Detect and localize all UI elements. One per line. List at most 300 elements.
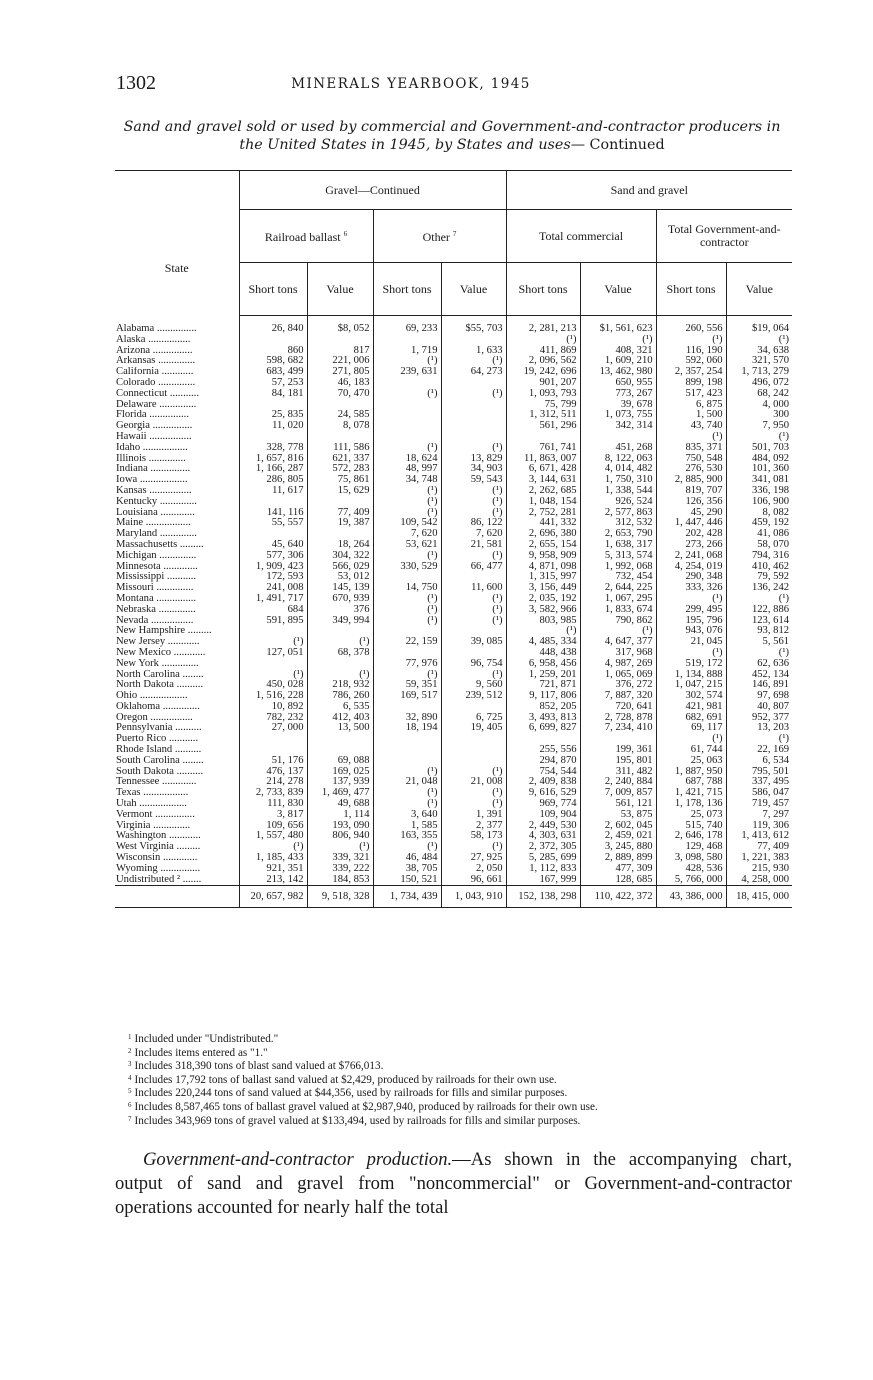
cell-c1: (¹) bbox=[239, 842, 307, 853]
cell-c6: 4, 987, 269 bbox=[580, 659, 656, 670]
cell-c8: 501, 703 bbox=[726, 443, 792, 454]
cell-c8: 58, 070 bbox=[726, 540, 792, 551]
body-paragraph bbox=[115, 1148, 792, 1220]
state-name: New Jersey ............ bbox=[116, 637, 200, 648]
cell-c6: 2, 459, 021 bbox=[580, 831, 656, 842]
cell-c4 bbox=[441, 421, 506, 432]
state-name: Arkansas .............. bbox=[116, 356, 196, 367]
table-row bbox=[115, 356, 792, 367]
cell-c4: 21, 008 bbox=[441, 777, 506, 788]
railroad-ballast-header: Railroad ballast $^6$ bbox=[239, 210, 373, 263]
cell-c8: 341, 081 bbox=[726, 475, 792, 486]
cell-c5: 2, 281, 213 bbox=[506, 316, 580, 335]
cell-c1: 172, 593 bbox=[239, 572, 307, 583]
cell-c4: 9, 560 bbox=[441, 680, 506, 691]
cell-c5: 6, 958, 456 bbox=[506, 659, 580, 670]
cell-c7: 1, 421, 715 bbox=[656, 788, 726, 799]
table-row bbox=[115, 810, 792, 821]
state-name: Iowa .................. bbox=[116, 475, 188, 486]
footnote-mark: 6 bbox=[128, 1100, 132, 1109]
caption-text: Sand and gravel sold or used by commercial and Government-and-contractor producers in the United States in 1945, by States and uses bbox=[123, 119, 781, 153]
cell-c4: 13, 829 bbox=[441, 454, 506, 465]
cell-c8: 77, 409 bbox=[726, 842, 792, 853]
table-row bbox=[115, 594, 792, 605]
cell-c8: 1, 221, 383 bbox=[726, 853, 792, 864]
cell-c1: 51, 176 bbox=[239, 756, 307, 767]
cell-c5: 294, 870 bbox=[506, 756, 580, 767]
cell-c3: (¹) bbox=[373, 497, 441, 508]
cell-c8: 4, 000 bbox=[726, 400, 792, 411]
cell-c6: 451, 268 bbox=[580, 443, 656, 454]
cell-c7: 21, 045 bbox=[656, 637, 726, 648]
cell-c5: 411, 869 bbox=[506, 346, 580, 357]
cell-c8: 4, 258, 000 bbox=[726, 875, 792, 886]
cell-c2: 566, 029 bbox=[307, 562, 373, 573]
cell-c5: 109, 904 bbox=[506, 810, 580, 821]
cell-c4 bbox=[441, 648, 506, 659]
cell-c5: 4, 303, 631 bbox=[506, 831, 580, 842]
cell-c6: 39, 678 bbox=[580, 400, 656, 411]
cell-c2: 376 bbox=[307, 605, 373, 616]
cell-c5: 2, 752, 281 bbox=[506, 508, 580, 519]
footnote-mark: 1 bbox=[128, 1033, 132, 1041]
cell-c5: 1, 112, 833 bbox=[506, 864, 580, 875]
cell-c7: 943, 076 bbox=[656, 626, 726, 637]
cell-c1: 1, 166, 287 bbox=[239, 464, 307, 475]
cell-c6: 5, 313, 574 bbox=[580, 551, 656, 562]
cell-c8: 34, 638 bbox=[726, 346, 792, 357]
state-name: Georgia ............... bbox=[116, 421, 193, 432]
cell-c5 bbox=[506, 432, 580, 443]
cell-c6: 2, 728, 878 bbox=[580, 713, 656, 724]
cell-c2: (¹) bbox=[307, 842, 373, 853]
state-name: Rhode Island .......... bbox=[116, 745, 202, 756]
total-c1: 20, 657, 982 bbox=[239, 886, 307, 908]
cell-c1: 213, 142 bbox=[239, 875, 307, 886]
cell-c2 bbox=[307, 745, 373, 756]
cell-c8: (¹) bbox=[726, 734, 792, 745]
cell-c5: 2, 655, 154 bbox=[506, 540, 580, 551]
cell-c4 bbox=[441, 432, 506, 443]
state-column-header: State bbox=[115, 171, 239, 316]
cell-c8: 719, 457 bbox=[726, 799, 792, 810]
table-caption bbox=[112, 118, 792, 154]
cell-c2: 111, 586 bbox=[307, 443, 373, 454]
cell-c4 bbox=[441, 734, 506, 745]
cell-c7: 835, 371 bbox=[656, 443, 726, 454]
cell-c7: 61, 744 bbox=[656, 745, 726, 756]
cell-c2 bbox=[307, 626, 373, 637]
cell-c6: 312, 532 bbox=[580, 518, 656, 529]
cell-c4: (¹) bbox=[441, 616, 506, 627]
total-c2: 9, 518, 328 bbox=[307, 886, 373, 908]
cell-c3 bbox=[373, 734, 441, 745]
cell-c6: 2, 653, 790 bbox=[580, 529, 656, 540]
cell-c8: 337, 495 bbox=[726, 777, 792, 788]
table-row bbox=[115, 637, 792, 648]
cell-c4: 96, 661 bbox=[441, 875, 506, 886]
cell-c2: $8, 052 bbox=[307, 316, 373, 335]
cell-c5: 969, 774 bbox=[506, 799, 580, 810]
cell-c8: 7, 297 bbox=[726, 810, 792, 821]
other-header: Other $^7$ bbox=[373, 210, 506, 263]
cell-c6: 720, 641 bbox=[580, 702, 656, 713]
table-row bbox=[115, 454, 792, 465]
cell-c5: 5, 285, 699 bbox=[506, 853, 580, 864]
cell-c6: (¹) bbox=[580, 626, 656, 637]
footnote-text: Includes 17,792 tons of ballast sand valued at $2,429, produced by railroads for their own use. bbox=[134, 1073, 557, 1086]
cell-c8: 410, 462 bbox=[726, 562, 792, 573]
cell-c7: 195, 796 bbox=[656, 616, 726, 627]
cell-c3: 48, 997 bbox=[373, 464, 441, 475]
cell-c1: 1, 557, 480 bbox=[239, 831, 307, 842]
cell-c5: 75, 799 bbox=[506, 400, 580, 411]
cell-c4: 58, 173 bbox=[441, 831, 506, 842]
cell-c2: 70, 470 bbox=[307, 389, 373, 400]
cell-c4: 239, 512 bbox=[441, 691, 506, 702]
cell-c1: 11, 617 bbox=[239, 486, 307, 497]
cell-c1: 591, 895 bbox=[239, 616, 307, 627]
cell-c2: (¹) bbox=[307, 637, 373, 648]
cell-c7: 25, 063 bbox=[656, 756, 726, 767]
cell-c4 bbox=[441, 702, 506, 713]
state-name: Ohio .................. bbox=[116, 691, 188, 702]
cell-c4: 1, 391 bbox=[441, 810, 506, 821]
cell-c6: 1, 833, 674 bbox=[580, 605, 656, 616]
cell-c3: 169, 517 bbox=[373, 691, 441, 702]
table-row bbox=[115, 626, 792, 637]
cell-c8: 496, 072 bbox=[726, 378, 792, 389]
cell-c6: 1, 750, 310 bbox=[580, 475, 656, 486]
cell-c6: 2, 889, 899 bbox=[580, 853, 656, 864]
footnote-mark: 2 bbox=[128, 1046, 132, 1055]
table-row bbox=[115, 508, 792, 519]
table-row bbox=[115, 562, 792, 573]
short-tons-header: Short tons bbox=[239, 263, 307, 316]
cell-c3: 18, 624 bbox=[373, 454, 441, 465]
page-header bbox=[116, 72, 776, 100]
cell-c6: 199, 361 bbox=[580, 745, 656, 756]
cell-c6: 477, 309 bbox=[580, 864, 656, 875]
cell-c8: (¹) bbox=[726, 648, 792, 659]
state-name: Alaska ................ bbox=[116, 334, 191, 345]
total-c4: 1, 043, 910 bbox=[441, 886, 506, 908]
cell-c3: 7, 620 bbox=[373, 529, 441, 540]
cell-c2: 193, 090 bbox=[307, 821, 373, 832]
table-row bbox=[115, 723, 792, 734]
cell-c1: 25, 835 bbox=[239, 410, 307, 421]
cell-c6: 1, 992, 068 bbox=[580, 562, 656, 573]
footnote-text: Includes 8,587,465 tons of ballast gravel valued at $2,987,940, produced by railroads for their own use. bbox=[134, 1100, 598, 1113]
cell-c3: (¹) bbox=[373, 616, 441, 627]
table-row bbox=[115, 691, 792, 702]
cell-c4: (¹) bbox=[441, 443, 506, 454]
cell-c3: (¹) bbox=[373, 788, 441, 799]
cell-c4: 7, 620 bbox=[441, 529, 506, 540]
cell-c4 bbox=[441, 745, 506, 756]
table-row bbox=[115, 486, 792, 497]
table-row bbox=[115, 821, 792, 832]
cell-c6: 1, 073, 755 bbox=[580, 410, 656, 421]
total-c6: 110, 422, 372 bbox=[580, 886, 656, 908]
cell-c3: 53, 621 bbox=[373, 540, 441, 551]
cell-c8: 22, 169 bbox=[726, 745, 792, 756]
state-name: Virginia .............. bbox=[116, 820, 191, 831]
cell-c1: 2, 733, 839 bbox=[239, 788, 307, 799]
cell-c4: (¹) bbox=[441, 799, 506, 810]
cell-c3: 32, 890 bbox=[373, 713, 441, 724]
cell-c1: 921, 351 bbox=[239, 864, 307, 875]
state-name: Puerto Rico ........... bbox=[116, 734, 199, 745]
cell-c7: 1, 047, 215 bbox=[656, 680, 726, 691]
cell-c1: 27, 000 bbox=[239, 723, 307, 734]
cell-c7: 515, 740 bbox=[656, 821, 726, 832]
footnotes bbox=[128, 1032, 788, 1127]
cell-c4: (¹) bbox=[441, 486, 506, 497]
cell-c7: 687, 788 bbox=[656, 777, 726, 788]
cell-c8: 146, 891 bbox=[726, 680, 792, 691]
table-row bbox=[115, 616, 792, 627]
cell-c7: 299, 495 bbox=[656, 605, 726, 616]
cell-c4: 21, 581 bbox=[441, 540, 506, 551]
cell-c6: 53, 875 bbox=[580, 810, 656, 821]
cell-c1 bbox=[239, 734, 307, 745]
footnote-text: Included under "Undistributed." bbox=[134, 1033, 279, 1045]
table-row bbox=[115, 648, 792, 659]
cell-c3: 150, 521 bbox=[373, 875, 441, 886]
cell-c6: (¹) bbox=[580, 335, 656, 346]
table-row bbox=[115, 400, 792, 411]
cell-c3 bbox=[373, 572, 441, 583]
cell-c6: 7, 009, 857 bbox=[580, 788, 656, 799]
cell-c2: 68, 378 bbox=[307, 648, 373, 659]
cell-c7: 25, 073 bbox=[656, 810, 726, 821]
state-name: Idaho ................. bbox=[116, 442, 188, 453]
table-row bbox=[115, 529, 792, 540]
table-row bbox=[115, 680, 792, 691]
cell-c2: 75, 861 bbox=[307, 475, 373, 486]
cell-c1: 476, 137 bbox=[239, 767, 307, 778]
value-header: Value bbox=[307, 263, 373, 316]
cell-c1 bbox=[239, 497, 307, 508]
cell-c4: 34, 903 bbox=[441, 464, 506, 475]
cell-c6: 317, 968 bbox=[580, 648, 656, 659]
state-name: Maine ................. bbox=[116, 518, 191, 529]
cell-c6: 2, 577, 863 bbox=[580, 508, 656, 519]
state-name: Texas ................. bbox=[116, 788, 189, 799]
cell-c7: 273, 266 bbox=[656, 540, 726, 551]
state-name: Arizona ............... bbox=[116, 345, 193, 356]
cell-c8: 136, 242 bbox=[726, 583, 792, 594]
cell-c3: 1, 585 bbox=[373, 821, 441, 832]
cell-c8: 952, 377 bbox=[726, 713, 792, 724]
cell-c4: $55, 703 bbox=[441, 316, 506, 335]
cell-c8: (¹) bbox=[726, 594, 792, 605]
cell-c1: 782, 232 bbox=[239, 713, 307, 724]
state-name: Missouri .............. bbox=[116, 583, 194, 594]
cell-c6: 773, 267 bbox=[580, 389, 656, 400]
cell-c6: 790, 862 bbox=[580, 616, 656, 627]
table-row bbox=[115, 842, 792, 853]
cell-c4 bbox=[441, 572, 506, 583]
cell-c2: 339, 222 bbox=[307, 864, 373, 875]
cell-c3: (¹) bbox=[373, 799, 441, 810]
cell-c2: 6, 535 bbox=[307, 702, 373, 713]
cell-c8: 8, 082 bbox=[726, 508, 792, 519]
cell-c7: 6, 875 bbox=[656, 400, 726, 411]
cell-c1: 127, 051 bbox=[239, 648, 307, 659]
cell-c2: 806, 940 bbox=[307, 831, 373, 842]
cell-c6: 376, 272 bbox=[580, 680, 656, 691]
table-row bbox=[115, 734, 792, 745]
cell-c2 bbox=[307, 529, 373, 540]
table-row bbox=[115, 583, 792, 594]
cell-c3: 22, 159 bbox=[373, 637, 441, 648]
cell-c3: 163, 355 bbox=[373, 831, 441, 842]
cell-c6: 311, 482 bbox=[580, 767, 656, 778]
cell-c1 bbox=[239, 659, 307, 670]
state-name: Washington ............ bbox=[116, 831, 201, 842]
cell-c3 bbox=[373, 702, 441, 713]
cell-c3: 109, 542 bbox=[373, 518, 441, 529]
cell-c5: 1, 315, 997 bbox=[506, 572, 580, 583]
cell-c1: 214, 278 bbox=[239, 777, 307, 788]
cell-c8: 41, 086 bbox=[726, 529, 792, 540]
cell-c5 bbox=[506, 734, 580, 745]
table-row bbox=[115, 346, 792, 357]
state-name: Michigan .............. bbox=[116, 550, 197, 561]
table-row bbox=[115, 864, 792, 875]
cell-c7: 260, 556 bbox=[656, 316, 726, 335]
cell-c4: 11, 600 bbox=[441, 583, 506, 594]
cell-c4: (¹) bbox=[441, 389, 506, 400]
cell-c7: 5, 766, 000 bbox=[656, 875, 726, 886]
cell-c2: 786, 260 bbox=[307, 691, 373, 702]
cell-c3 bbox=[373, 378, 441, 389]
page-number: 1302 bbox=[116, 72, 156, 94]
cell-c5: 2, 035, 192 bbox=[506, 594, 580, 605]
cell-c8: 1, 713, 279 bbox=[726, 367, 792, 378]
cell-c1 bbox=[239, 335, 307, 346]
footnote-text: Includes 343,969 tons of gravel valued at $133,494, used by railroads for fills and similar purposes. bbox=[134, 1114, 581, 1127]
cell-c4: 6, 725 bbox=[441, 713, 506, 724]
state-name: North Carolina ........ bbox=[116, 669, 204, 680]
cell-c1: 109, 656 bbox=[239, 821, 307, 832]
state-name: Vermont ............... bbox=[116, 809, 195, 820]
cell-c3: (¹) bbox=[373, 551, 441, 562]
cell-c5: 852, 205 bbox=[506, 702, 580, 713]
cell-c6: 1, 065, 069 bbox=[580, 670, 656, 681]
cell-c3 bbox=[373, 756, 441, 767]
footnote-text: Includes 318,390 tons of blast sand valued at $766,013. bbox=[134, 1060, 384, 1073]
table-row bbox=[115, 572, 792, 583]
cell-c5: 3, 582, 966 bbox=[506, 605, 580, 616]
cell-c3 bbox=[373, 626, 441, 637]
total-c7: 43, 386, 000 bbox=[656, 886, 726, 908]
cell-c8: $19, 064 bbox=[726, 316, 792, 335]
state-name: South Carolina ........ bbox=[116, 755, 204, 766]
cell-c4: (¹) bbox=[441, 842, 506, 853]
state-name: Oklahoma .............. bbox=[116, 701, 200, 712]
cell-c2: 670, 939 bbox=[307, 594, 373, 605]
cell-c2: 49, 688 bbox=[307, 799, 373, 810]
total-government-header: Total Government-and-contractor bbox=[656, 210, 792, 263]
cell-c6: 4, 647, 377 bbox=[580, 637, 656, 648]
cell-c1: (¹) bbox=[239, 637, 307, 648]
cell-c1: 111, 830 bbox=[239, 799, 307, 810]
cell-c4: 66, 477 bbox=[441, 562, 506, 573]
cell-c7: (¹) bbox=[656, 335, 726, 346]
cell-c5: 3, 493, 813 bbox=[506, 713, 580, 724]
cell-c4 bbox=[441, 410, 506, 421]
cell-c4: (¹) bbox=[441, 508, 506, 519]
cell-c7: (¹) bbox=[656, 594, 726, 605]
cell-c4 bbox=[441, 378, 506, 389]
cell-c1: 10, 892 bbox=[239, 702, 307, 713]
footnote bbox=[128, 1100, 788, 1114]
short-tons-header: Short tons bbox=[506, 263, 580, 316]
table-row bbox=[115, 853, 792, 864]
cell-c4: (¹) bbox=[441, 551, 506, 562]
cell-c6: $1, 561, 623 bbox=[580, 316, 656, 335]
cell-c2: 169, 025 bbox=[307, 767, 373, 778]
cell-c2: 218, 932 bbox=[307, 680, 373, 691]
cell-c5: 19, 242, 696 bbox=[506, 367, 580, 378]
footnote bbox=[128, 1114, 788, 1128]
cell-c1: 450, 028 bbox=[239, 680, 307, 691]
cell-c7: 517, 423 bbox=[656, 389, 726, 400]
table-row bbox=[115, 518, 792, 529]
cell-c3 bbox=[373, 410, 441, 421]
cell-c6: 7, 887, 320 bbox=[580, 691, 656, 702]
table-row bbox=[115, 497, 792, 508]
cell-c5: 754, 544 bbox=[506, 767, 580, 778]
cell-c3: (¹) bbox=[373, 767, 441, 778]
cell-c8: (¹) bbox=[726, 335, 792, 346]
cell-c4 bbox=[441, 756, 506, 767]
cell-c8: 119, 306 bbox=[726, 821, 792, 832]
cell-c5: (¹) bbox=[506, 626, 580, 637]
state-name: Oregon ................ bbox=[116, 712, 193, 723]
cell-c2: 817 bbox=[307, 346, 373, 357]
cell-c8: 62, 636 bbox=[726, 659, 792, 670]
state-name: Alabama ............... bbox=[116, 322, 197, 334]
cell-c6 bbox=[580, 734, 656, 745]
cell-c1 bbox=[239, 529, 307, 540]
cell-c4: (¹) bbox=[441, 594, 506, 605]
cell-c8: 97, 698 bbox=[726, 691, 792, 702]
cell-c7: 1, 500 bbox=[656, 410, 726, 421]
cell-c7: 1, 447, 446 bbox=[656, 518, 726, 529]
cell-c6: 3, 245, 880 bbox=[580, 842, 656, 853]
cell-c7: 45, 290 bbox=[656, 508, 726, 519]
footnote-mark: 4 bbox=[128, 1073, 132, 1082]
gravel-continued-header: Gravel—Continued bbox=[239, 171, 506, 210]
cell-c1: 598, 682 bbox=[239, 356, 307, 367]
cell-c1: 1, 491, 717 bbox=[239, 594, 307, 605]
state-name: Indiana ............... bbox=[116, 464, 191, 475]
sand-and-gravel-header: Sand and gravel bbox=[506, 171, 792, 210]
cell-c5: 6, 699, 827 bbox=[506, 723, 580, 734]
state-name: Minnesota ............. bbox=[116, 561, 198, 572]
cell-c7: 276, 530 bbox=[656, 464, 726, 475]
cell-c2: 304, 322 bbox=[307, 551, 373, 562]
cell-c8: 68, 242 bbox=[726, 389, 792, 400]
state-name: South Dakota .......... bbox=[116, 766, 204, 777]
cell-c2: 1, 469, 477 bbox=[307, 788, 373, 799]
cell-c3: (¹) bbox=[373, 670, 441, 681]
cell-c3 bbox=[373, 335, 441, 346]
